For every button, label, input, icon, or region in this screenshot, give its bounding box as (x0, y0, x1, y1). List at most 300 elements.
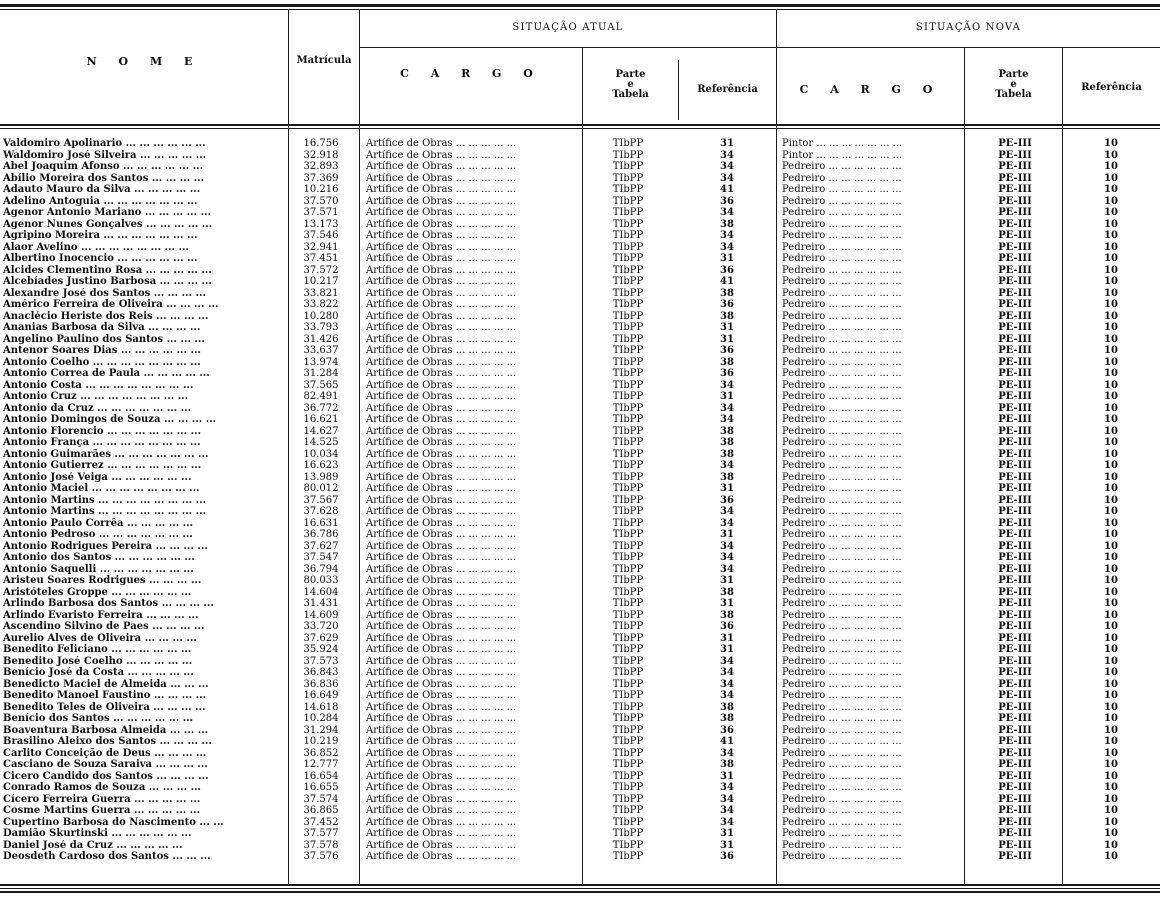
parte-tabela-nova-cell: PE-III (998, 207, 1032, 218)
referencia-atual-cell: 36 (720, 494, 734, 506)
cargo-novo-cell: Pedreiro ... ... ... ... ... ... (782, 322, 902, 333)
referencia-nova-cell: 10 (1104, 552, 1118, 563)
cargo-novo-cell: Pedreiro ... ... ... ... ... ... (782, 759, 902, 770)
parte-tabela-atual-cell: TIbPP (612, 379, 644, 391)
parte-tabela-atual-cell: TIbPP (612, 851, 644, 862)
matricula-cell: 32.918 (303, 149, 339, 161)
cargo-atual-cell: Artífice de Obras ... ... ... ... ... (366, 368, 517, 379)
nome-cell: Brasilino Aleixo dos Santos ... ... ... ... (3, 736, 212, 747)
parte-tabela-atual-cell: TIbPP (612, 322, 644, 333)
nome-cell: Daniel José da Cruz ... ... ... ... ... (3, 839, 183, 851)
referencia-atual-cell: 34 (720, 805, 734, 816)
referencia-nova-cell: 10 (1104, 379, 1118, 391)
referencia-nova-cell: 10 (1104, 391, 1118, 402)
referencia-atual-cell: 38 (720, 437, 734, 448)
referencia-nova-cell: 10 (1104, 701, 1118, 713)
cargo-novo-cell: Pedreiro ... ... ... ... ... ... (782, 471, 902, 483)
referencia-nova-cell: 10 (1104, 678, 1118, 690)
referencia-atual-cell: 36 (720, 724, 734, 736)
header-situacao-atual: SITUAÇÃO ATUAL (512, 22, 624, 33)
referencia-atual-cell: 31 (720, 575, 734, 586)
matricula-cell: 82.491 (303, 391, 339, 402)
cargo-atual-cell: Artífice de Obras ... ... ... ... ... (366, 276, 517, 287)
cargo-atual-cell: Artífice de Obras ... ... ... ... ... (366, 207, 517, 218)
matricula-cell: 16.621 (303, 414, 339, 425)
e-label: e (1010, 79, 1017, 90)
parte-tabela-atual-cell: TIbPP (612, 172, 644, 184)
table-row (0, 288, 1160, 300)
parte-tabela-nova-cell: PE-III (998, 161, 1032, 172)
parte-tabela-atual-cell: TIbPP (612, 736, 644, 747)
parte-tabela-atual-cell: TIbPP (612, 161, 644, 172)
parte-tabela-nova-cell: PE-III (998, 195, 1032, 207)
cargo-novo-cell: Pedreiro ... ... ... ... ... ... (782, 747, 902, 759)
matricula-cell: 80.033 (303, 575, 339, 586)
parte-tabela-atual-cell: TIbPP (612, 632, 644, 644)
cargo-atual-cell: Artífice de Obras ... ... ... ... ... (366, 310, 517, 322)
parte-tabela-atual-cell: TIbPP (612, 690, 644, 701)
referencia-atual-cell: 34 (720, 414, 734, 425)
referencia-atual-cell: 36 (720, 851, 734, 862)
parte-tabela-atual-cell: TIbPP (612, 598, 644, 609)
matricula-cell: 37.577 (303, 828, 339, 839)
table-row (0, 771, 1160, 783)
matricula-cell: 31.294 (303, 724, 339, 736)
nome-cell: Deosdeth Cardoso dos Santos ... ... ... (3, 851, 211, 862)
matricula-cell: 36.786 (303, 529, 339, 540)
parte-label: Parte (998, 69, 1029, 80)
referencia-atual-cell: 31 (720, 483, 734, 494)
cargo-atual-cell: Artífice de Obras ... ... ... ... ... (366, 402, 517, 414)
referencia-nova-cell: 10 (1104, 805, 1118, 816)
parte-tabela-atual-cell: TIbPP (612, 770, 644, 782)
referencia-nova-cell: 10 (1104, 207, 1118, 218)
referencia-nova-cell: 10 (1104, 736, 1118, 747)
table-row (0, 322, 1160, 334)
referencia-nova-cell: 10 (1104, 586, 1118, 598)
nome-cell: Adelino Antoguia ... ... ... ... ... ... ... (3, 195, 198, 207)
cargo-atual-cell: Artífice de Obras ... ... ... ... ... (366, 529, 517, 540)
referencia-atual-cell: 34 (720, 379, 734, 391)
parte-tabela-nova-cell: PE-III (998, 644, 1032, 655)
cargo-novo-cell: Pedreiro ... ... ... ... ... ... (782, 552, 902, 563)
referencia-atual-cell: 36 (720, 368, 734, 379)
cargo-novo-cell: Pedreiro ... ... ... ... ... ... (782, 678, 902, 690)
referencia-atual-cell: 38 (720, 218, 734, 230)
parte-tabela-nova-cell: PE-III (998, 218, 1032, 230)
parte-label: Parte (615, 69, 646, 80)
referencia-atual-cell: 31 (720, 322, 734, 333)
nome-cell: Benício José da Costa ... ... ... ... ... (3, 667, 194, 678)
matricula-cell: 31.431 (303, 598, 339, 609)
parte-tabela-atual-cell: TIbPP (612, 241, 644, 253)
table-row (0, 529, 1160, 541)
cargo-novo-cell: Pedreiro ... ... ... ... ... ... (782, 333, 902, 345)
nome-cell: Antenor Soares Dias ... ... ... ... ... ... (3, 345, 201, 356)
cargo-atual-cell: Artífice de Obras ... ... ... ... ... (366, 678, 517, 690)
matricula-cell: 36.836 (303, 678, 339, 690)
parte-tabela-nova-cell: PE-III (998, 356, 1032, 368)
nome-cell: Conrado Ramos de Souza ... ... ... ... (3, 782, 202, 793)
cargo-atual-cell: Artífice de Obras ... ... ... ... ... (366, 241, 517, 253)
referencia-atual-cell: 38 (720, 609, 734, 621)
nome-cell: Antonio Martins ... ... ... ... ... ... ... ... (3, 506, 207, 517)
nome-cell: Arlindo Barbosa dos Santos ... ... ... ... (3, 598, 214, 609)
referencia-nova-cell: 10 (1104, 322, 1118, 333)
header-parte-tabela-nova (965, 70, 1062, 100)
cargo-atual-cell: Artífice de Obras ... ... ... ... ... (366, 552, 517, 563)
table-row (0, 426, 1160, 438)
cargo-novo-cell: Pedreiro ... ... ... ... ... ... (782, 345, 902, 356)
parte-tabela-nova-cell: PE-III (998, 425, 1032, 437)
referencia-atual-cell: 38 (720, 701, 734, 713)
parte-tabela-atual-cell: TIbPP (612, 264, 644, 276)
matricula-cell: 80.012 (303, 483, 339, 494)
cargo-atual-cell: Artífice de Obras ... ... ... ... ... (366, 460, 517, 471)
matricula-cell: 37.452 (303, 816, 339, 828)
referencia-atual-cell: 34 (720, 460, 734, 471)
referencia-nova-cell: 10 (1104, 460, 1118, 471)
header-referencia-atual: Referência (697, 84, 758, 95)
referencia-nova-cell: 10 (1104, 345, 1118, 356)
referencia-atual-cell: 34 (720, 540, 734, 552)
table-body (0, 138, 1160, 863)
cargo-atual-cell: Artífice de Obras ... ... ... ... ... (366, 598, 517, 609)
parte-tabela-atual-cell: TIbPP (612, 276, 644, 287)
matricula-cell: 14.609 (303, 609, 339, 621)
parte-tabela-atual-cell: TIbPP (612, 195, 644, 207)
cargo-atual-cell: Artífice de Obras ... ... ... ... ... (366, 575, 517, 586)
referencia-atual-cell: 34 (720, 207, 734, 218)
cargo-novo-cell: Pedreiro ... ... ... ... ... ... (782, 828, 902, 839)
cargo-novo-cell: Pedreiro ... ... ... ... ... ... (782, 356, 902, 368)
parte-tabela-atual-cell: TIbPP (612, 460, 644, 471)
referencia-atual-cell: 31 (720, 529, 734, 540)
parte-tabela-nova-cell: PE-III (998, 483, 1032, 494)
parte-tabela-nova-cell: PE-III (998, 736, 1032, 747)
referencia-nova-cell: 10 (1104, 759, 1118, 770)
matricula-cell: 37.572 (303, 264, 339, 276)
referencia-nova-cell: 10 (1104, 644, 1118, 655)
matricula-cell: 14.618 (303, 701, 339, 713)
header-bottom-rule-b (0, 128, 1160, 129)
header-nome: N O M E (86, 55, 202, 68)
nome-cell: Antonio Rodrigues Pereira ... ... ... ... (3, 540, 208, 552)
cargo-atual-cell: Artífice de Obras ... ... ... ... ... (366, 161, 517, 172)
referencia-atual-cell: 34 (720, 690, 734, 701)
header-matricula: Matrícula (296, 55, 352, 66)
referencia-nova-cell: 10 (1104, 149, 1118, 161)
nome-cell: Antonio Coelho ... ... ... ... ... ... ... ... (3, 356, 201, 368)
matricula-cell: 37.369 (303, 172, 339, 184)
parte-tabela-nova-cell: PE-III (998, 621, 1032, 632)
referencia-atual-cell: 38 (720, 425, 734, 437)
table-row (0, 794, 1160, 806)
referencia-atual-cell: 34 (720, 655, 734, 667)
top-double-rule-a (0, 4, 1160, 7)
table-row (0, 380, 1160, 392)
nome-cell: Abílio Moreira dos Santos ... ... ... ... (3, 172, 205, 184)
matricula-cell: 37.451 (303, 253, 339, 264)
parte-tabela-atual-cell: TIbPP (612, 207, 644, 218)
parte-tabela-atual-cell: TIbPP (612, 529, 644, 540)
cargo-atual-cell: Artífice de Obras ... ... ... ... ... (366, 747, 517, 759)
referencia-nova-cell: 10 (1104, 747, 1118, 759)
cargo-novo-cell: Pedreiro ... ... ... ... ... ... (782, 264, 902, 276)
table-row (0, 518, 1160, 530)
nome-cell: Antonio da Cruz ... ... ... ... ... ... ... (3, 402, 192, 414)
matricula-cell: 10.284 (303, 713, 339, 724)
parte-tabela-nova-cell: PE-III (998, 816, 1032, 828)
table-row (0, 230, 1160, 242)
referencia-nova-cell: 10 (1104, 621, 1118, 632)
cargo-novo-cell: Pintor ... ... ... ... ... ... ... (782, 149, 903, 161)
parte-tabela-atual-cell: TIbPP (612, 437, 644, 448)
table-row (0, 840, 1160, 852)
parte-tabela-nova-cell: PE-III (998, 529, 1032, 540)
parte-tabela-atual-cell: TIbPP (612, 816, 644, 828)
table-row (0, 207, 1160, 219)
parte-tabela-atual-cell: TIbPP (612, 586, 644, 598)
referencia-nova-cell: 10 (1104, 506, 1118, 517)
cargo-atual-cell: Artífice de Obras ... ... ... ... ... (366, 816, 517, 828)
matricula-cell: 32.893 (303, 161, 339, 172)
header-bottom-rule-a (0, 124, 1160, 126)
parte-tabela-atual-cell: TIbPP (612, 230, 644, 241)
matricula-cell: 16.654 (303, 770, 339, 782)
cargo-atual-cell: Artífice de Obras ... ... ... ... ... (366, 782, 517, 793)
cargo-atual-cell: Artífice de Obras ... ... ... ... ... (366, 138, 517, 149)
nome-cell: Angelino Paulino dos Santos ... ... ... (3, 333, 205, 345)
nome-cell: Antonio Pedroso ... ... ... ... ... ... ... (3, 529, 193, 540)
matricula-cell: 10.280 (303, 310, 339, 322)
referencia-nova-cell: 10 (1104, 299, 1118, 310)
parte-tabela-nova-cell: PE-III (998, 506, 1032, 517)
bottom-rule-a (0, 884, 1160, 886)
parte-tabela-atual-cell: TIbPP (612, 402, 644, 414)
referencia-nova-cell: 10 (1104, 287, 1118, 299)
referencia-atual-cell: 34 (720, 793, 734, 805)
nome-cell: Carlito Conceição de Deus ... ... ... ... (3, 747, 207, 759)
cargo-atual-cell: Artífice de Obras ... ... ... ... ... (366, 690, 517, 701)
referencia-atual-cell: 34 (720, 230, 734, 241)
parte-tabela-nova-cell: PE-III (998, 632, 1032, 644)
parte-tabela-nova-cell: PE-III (998, 575, 1032, 586)
parte-tabela-nova-cell: PE-III (998, 724, 1032, 736)
referencia-atual-cell: 34 (720, 506, 734, 517)
referencia-nova-cell: 10 (1104, 839, 1118, 851)
parte-tabela-atual-cell: TIbPP (612, 494, 644, 506)
referencia-atual-cell: 38 (720, 471, 734, 483)
referencia-nova-cell: 10 (1104, 402, 1118, 414)
cargo-novo-cell: Pedreiro ... ... ... ... ... ... (782, 195, 902, 207)
nome-cell: Aristóteles Groppe ... ... ... ... ... ... (3, 586, 192, 598)
cargo-atual-cell: Artífice de Obras ... ... ... ... ... (366, 644, 517, 655)
header-cargo-novo: C A R G O (799, 83, 942, 96)
matricula-cell: 36.794 (303, 563, 339, 575)
table-row (0, 368, 1160, 380)
table-row (0, 150, 1160, 162)
referencia-nova-cell: 10 (1104, 529, 1118, 540)
referencia-nova-cell: 10 (1104, 517, 1118, 529)
referencia-atual-cell: 31 (720, 138, 734, 149)
parte-tabela-nova-cell: PE-III (998, 805, 1032, 816)
matricula-cell: 31.426 (303, 333, 339, 345)
referencia-nova-cell: 10 (1104, 276, 1118, 287)
referencia-nova-cell: 10 (1104, 598, 1118, 609)
table-row (0, 161, 1160, 173)
table-row (0, 265, 1160, 277)
cargo-atual-cell: Artífice de Obras ... ... ... ... ... (366, 701, 517, 713)
subheader-rule (360, 47, 1160, 48)
cargo-atual-cell: Artífice de Obras ... ... ... ... ... (366, 805, 517, 816)
header-situacao-nova: SITUAÇÃO NOVA (915, 22, 1022, 33)
nome-cell: Antonio dos Santos ... ... ... ... ... ... (3, 552, 195, 563)
referencia-atual-cell: 41 (720, 276, 734, 287)
parte-tabela-atual-cell: TIbPP (612, 609, 644, 621)
cargo-novo-cell: Pedreiro ... ... ... ... ... ... (782, 276, 902, 287)
parte-tabela-nova-cell: PE-III (998, 149, 1032, 161)
cargo-atual-cell: Artífice de Obras ... ... ... ... ... (366, 517, 517, 529)
parte-tabela-atual-cell: TIbPP (612, 793, 644, 805)
matricula-cell: 16.655 (303, 782, 339, 793)
cargo-atual-cell: Artífice de Obras ... ... ... ... ... (366, 724, 517, 736)
cargo-atual-cell: Artífice de Obras ... ... ... ... ... (366, 609, 517, 621)
nome-cell: Ascendino Silvino de Paes ... ... ... ... (3, 621, 205, 632)
referencia-atual-cell: 38 (720, 713, 734, 724)
table-row (0, 633, 1160, 645)
parte-tabela-atual-cell: TIbPP (612, 782, 644, 793)
referencia-nova-cell: 10 (1104, 218, 1118, 230)
referencia-nova-cell: 10 (1104, 414, 1118, 425)
matricula-cell: 36.865 (303, 805, 339, 816)
cargo-novo-cell: Pedreiro ... ... ... ... ... ... (782, 713, 902, 724)
parte-tabela-nova-cell: PE-III (998, 184, 1032, 195)
matricula-cell: 37.546 (303, 230, 339, 241)
referencia-nova-cell: 10 (1104, 724, 1118, 736)
parte-tabela-atual-cell: TIbPP (612, 184, 644, 195)
referencia-nova-cell: 10 (1104, 563, 1118, 575)
matricula-cell: 37.629 (303, 632, 339, 644)
matricula-cell: 32.941 (303, 241, 339, 253)
top-double-rule-b (0, 9, 1160, 10)
nome-cell: Damião Skurtinski ... ... ... ... ... ... (3, 828, 192, 839)
matricula-cell: 33.637 (303, 345, 339, 356)
parte-tabela-nova-cell: PE-III (998, 552, 1032, 563)
cargo-atual-cell: Artífice de Obras ... ... ... ... ... (366, 425, 517, 437)
parte-tabela-nova-cell: PE-III (998, 770, 1032, 782)
parte-tabela-nova-cell: PE-III (998, 563, 1032, 575)
referencia-nova-cell: 10 (1104, 161, 1118, 172)
referencia-atual-cell: 34 (720, 241, 734, 253)
table-row (0, 713, 1160, 725)
cargo-atual-cell: Artífice de Obras ... ... ... ... ... (366, 230, 517, 241)
header-referencia-nova: Referência (1081, 82, 1142, 93)
cargo-novo-cell: Pedreiro ... ... ... ... ... ... (782, 782, 902, 793)
table-row (0, 828, 1160, 840)
cargo-novo-cell: Pedreiro ... ... ... ... ... ... (782, 172, 902, 184)
matricula-cell: 13.989 (303, 471, 339, 483)
table-row (0, 541, 1160, 553)
referencia-atual-cell: 36 (720, 299, 734, 310)
referencia-atual-cell: 34 (720, 747, 734, 759)
table-row (0, 391, 1160, 403)
cargo-novo-cell: Pedreiro ... ... ... ... ... ... (782, 609, 902, 621)
parte-tabela-nova-cell: PE-III (998, 299, 1032, 310)
table-row (0, 299, 1160, 311)
cargo-atual-cell: Artífice de Obras ... ... ... ... ... (366, 322, 517, 333)
table-row (0, 575, 1160, 587)
cargo-atual-cell: Artífice de Obras ... ... ... ... ... (366, 655, 517, 667)
parte-tabela-atual-cell: TIbPP (612, 345, 644, 356)
cargo-novo-cell: Pedreiro ... ... ... ... ... ... (782, 218, 902, 230)
parte-tabela-nova-cell: PE-III (998, 851, 1032, 862)
referencia-atual-cell: 34 (720, 563, 734, 575)
table-row (0, 506, 1160, 518)
table-row (0, 242, 1160, 254)
table-row (0, 656, 1160, 668)
cargo-atual-cell: Artífice de Obras ... ... ... ... ... (366, 770, 517, 782)
parte-tabela-nova-cell: PE-III (998, 264, 1032, 276)
cargo-atual-cell: Artífice de Obras ... ... ... ... ... (366, 264, 517, 276)
nome-cell: Arlindo Evaristo Ferreira ... ... ... ... (3, 609, 199, 621)
cargo-novo-cell: Pedreiro ... ... ... ... ... ... (782, 667, 902, 678)
cargo-novo-cell: Pedreiro ... ... ... ... ... ... (782, 379, 902, 391)
parte-tabela-atual-cell: TIbPP (612, 667, 644, 678)
cargo-novo-cell: Pedreiro ... ... ... ... ... ... (782, 287, 902, 299)
parte-tabela-nova-cell: PE-III (998, 287, 1032, 299)
parte-tabela-atual-cell: TIbPP (612, 356, 644, 368)
parte-tabela-atual-cell: TIbPP (612, 839, 644, 851)
cargo-atual-cell: Artífice de Obras ... ... ... ... ... (366, 506, 517, 517)
table-row (0, 805, 1160, 817)
cargo-novo-cell: Pintor ... ... ... ... ... ... ... (782, 138, 903, 149)
nome-cell: Antonio Florencio ... ... ... ... ... ... ... (3, 425, 202, 437)
matricula-cell: 37.574 (303, 793, 339, 805)
matricula-cell: 16.649 (303, 690, 339, 701)
cargo-atual-cell: Artífice de Obras ... ... ... ... ... (366, 540, 517, 552)
cargo-atual-cell: Artífice de Obras ... ... ... ... ... (366, 356, 517, 368)
referencia-nova-cell: 10 (1104, 575, 1118, 586)
parte-tabela-nova-cell: PE-III (998, 828, 1032, 839)
referencia-nova-cell: 10 (1104, 264, 1118, 276)
nome-cell: Agripino Moreira ... ... ... ... ... ... ... (3, 230, 198, 241)
referencia-atual-cell: 38 (720, 759, 734, 770)
table-row (0, 403, 1160, 415)
cargo-atual-cell: Artífice de Obras ... ... ... ... ... (366, 667, 517, 678)
table-row (0, 437, 1160, 449)
parte-tabela-nova-cell: PE-III (998, 609, 1032, 621)
referencia-nova-cell: 10 (1104, 540, 1118, 552)
cargo-novo-cell: Pedreiro ... ... ... ... ... ... (782, 241, 902, 253)
e-label: e (627, 79, 634, 90)
nome-cell: Antonio Martins ... ... ... ... ... ... ... ... (3, 494, 207, 506)
cargo-atual-cell: Artífice de Obras ... ... ... ... ... (366, 621, 517, 632)
parte-tabela-atual-cell: TIbPP (612, 414, 644, 425)
matricula-cell: 36.843 (303, 667, 339, 678)
table-row (0, 357, 1160, 369)
table-row (0, 759, 1160, 771)
parte-tabela-atual-cell: TIbPP (612, 506, 644, 517)
matricula-cell: 16.756 (303, 138, 339, 149)
cargo-novo-cell: Pedreiro ... ... ... ... ... ... (782, 506, 902, 517)
table-row (0, 587, 1160, 599)
parte-tabela-atual-cell: TIbPP (612, 287, 644, 299)
referencia-atual-cell: 36 (720, 264, 734, 276)
cargo-atual-cell: Artífice de Obras ... ... ... ... ... (366, 437, 517, 448)
parte-tabela-nova-cell: PE-III (998, 471, 1032, 483)
parte-tabela-nova-cell: PE-III (998, 276, 1032, 287)
